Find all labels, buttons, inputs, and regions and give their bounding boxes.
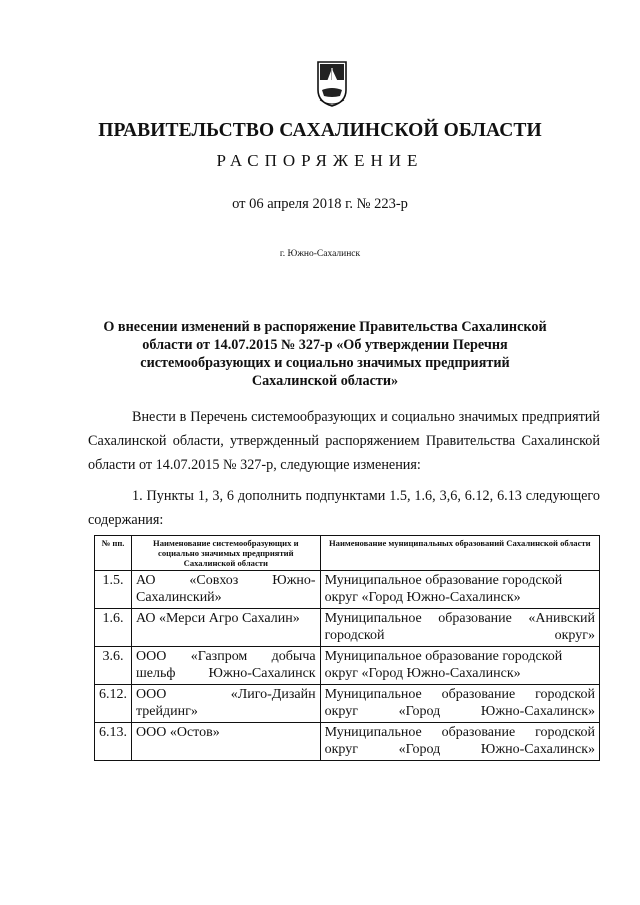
row-number: 3.6. (95, 647, 132, 685)
row-municipality: Муниципальное образование городской округ «Город Южно-Сахалинск» (320, 723, 599, 761)
row-enterprise: ООО «Газпром добыча шельф Южно-Сахалинск (132, 647, 321, 685)
column-header-municipality: Наименование муниципальных образований Сахалинской области (320, 536, 599, 571)
document-date-number: от 06 апреля 2018 г. № 223-р (232, 196, 408, 212)
column-header-number: № пп. (95, 536, 132, 571)
column-header-enterprise: Наименование системообразующих и социально значимых предприятий Сахалинской области (132, 536, 321, 571)
sakhalin-coat-of-arms-icon (316, 60, 348, 108)
document-city: г. Южно-Сахалинск (279, 249, 361, 259)
body-paragraph (88, 484, 600, 532)
row-number: 1.6. (95, 609, 132, 647)
paragraph-text: Внести в Перечень системообразующих и социально значимых предприятий Сахалинской области, утвержденный распоряжением Правительства Сахалинской области от 14.07.2015 № 327-р, следующие изменения: (88, 409, 600, 473)
table-row (95, 609, 600, 647)
row-municipality: Муниципальное образование городской округ «Город Южно-Сахалинск» (320, 685, 599, 723)
document-subject: О внесении изменений в распоряжение Правительства Сахалинской области от 14.07.2015 № 327-р «Об утверждении Перечня системообразующих и социально значимых предприятий Сахалинской области» (103, 319, 547, 389)
row-municipality: Муниципальное образование «Анивский городской округ» (320, 609, 599, 647)
table-row (95, 647, 600, 685)
body-paragraph (88, 405, 600, 477)
row-enterprise: ООО «Лиго-Дизайн трейдинг» (132, 685, 321, 723)
row-number: 6.13. (95, 723, 132, 761)
row-enterprise: АО «Мерси Агро Сахалин» (132, 609, 321, 647)
enterprises-table (94, 535, 600, 761)
organization-title: ПРАВИТЕЛЬСТВО САХАЛИНСКОЙ ОБЛАСТИ (98, 120, 542, 141)
table-row (95, 571, 600, 609)
table-header-row (95, 536, 600, 571)
row-enterprise: АО «Совхоз Южно-Сахалинский» (132, 571, 321, 609)
row-enterprise: ООО «Остов» (132, 723, 321, 761)
paragraph-text: 1. Пункты 1, 3, 6 дополнить подпунктами 1.5, 1.6, 3,6, 6.12, 6.13 следующего содержания: (88, 488, 600, 528)
row-municipality: Муниципальное образование городской округ «Город Южно-Сахалинск» (320, 571, 599, 609)
row-number: 6.12. (95, 685, 132, 723)
row-municipality: Муниципальное образование городской округ «Город Южно-Сахалинск» (320, 647, 599, 685)
row-number: 1.5. (95, 571, 132, 609)
table-row (95, 723, 600, 761)
document-type: РАСПОРЯЖЕНИЕ (216, 151, 424, 170)
table-row (95, 685, 600, 723)
